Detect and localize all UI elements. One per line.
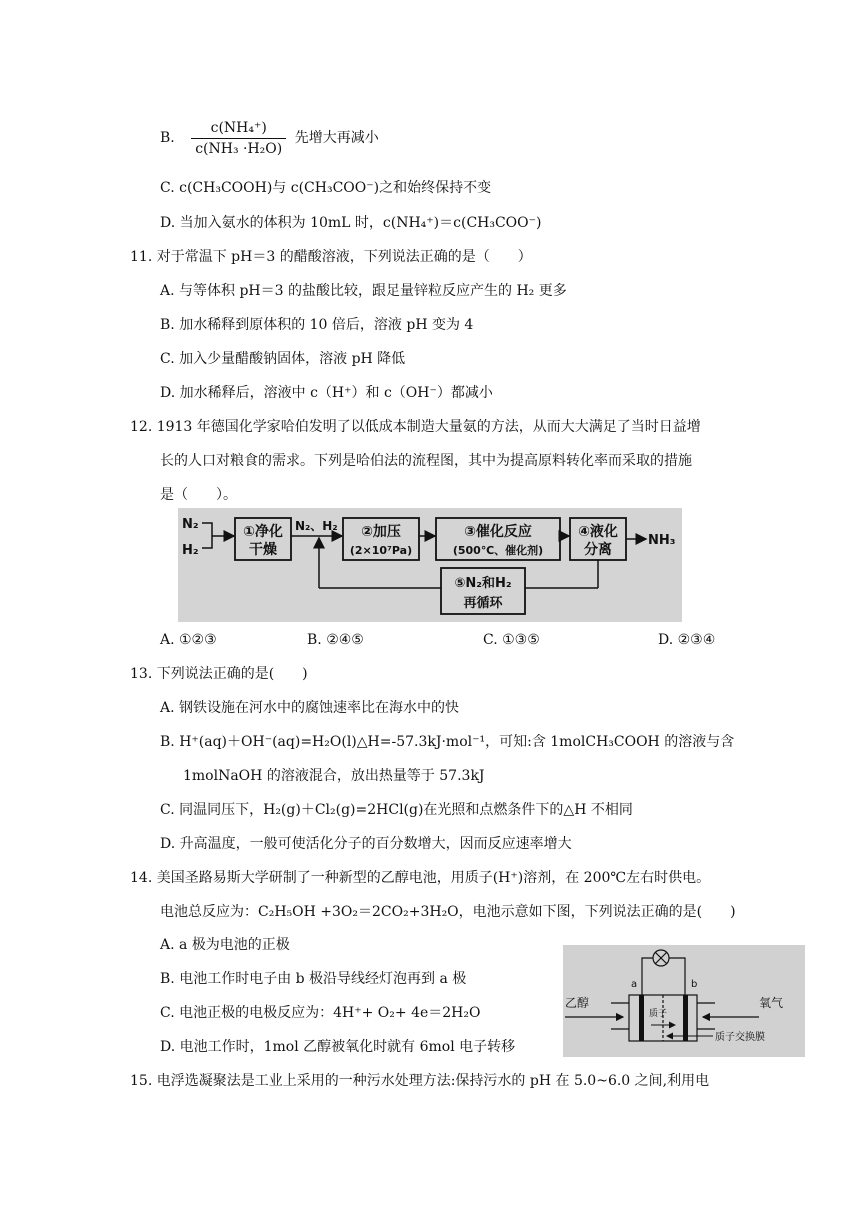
q12-stem-line3: 是（ ）。 [160,487,237,503]
electrode-b-label: b [691,979,698,990]
q13-option-a: A. 钢铁设施在河水中的腐蚀速率比在海水中的快 [160,700,460,716]
q13-option-b-line1: B. H⁺(aq)＋OH⁻(aq)=H₂O(l)△H=-57.3kJ·mol⁻¹，可知:含 1molCH₃COOH 的溶液与含 [160,734,735,750]
q13-option-b-line2: 1molNaOH 的溶液混合，放出热量等于 57.3kJ [183,768,485,784]
proton-label: 质子 [649,1009,668,1019]
q14-option-a: A. a 极为电池的正极 [160,937,290,953]
q11-stem: 11. 对于常温下 pH＝3 的醋酸溶液，下列说法正确的是（ ） [130,249,532,265]
q11-option-c: C. 加入少量醋酸钠固体，溶液 pH 降低 [160,351,406,367]
haber-flowchart-svg [178,508,682,622]
step3-line2: (500℃、催化剂) [452,544,544,557]
fuel-cell-svg [563,945,805,1057]
haber-process-flowchart [178,508,682,622]
oxygen-label: 氧气 [759,996,784,1010]
q10-fraction-numerator: c(NH₄⁺) [191,119,286,139]
q11-option-b: B. 加水稀释到原体积的 10 倍后，溶液 pH 变为 4 [160,317,474,333]
ethanol-fuel-cell-diagram [563,945,805,1057]
input-h2-label: H₂ [182,543,199,558]
step4-line1: ④液化 [578,524,618,540]
q10-option-c: C. c(CH₃COOH)与 c(CH₃COO⁻)之和始终保持不变 [160,180,492,196]
q14-option-d: D. 电池工作时，1mol 乙醇被氧化时就有 6mol 电子转移 [160,1039,516,1055]
q12-option-b: B. ②④⑤ [307,632,364,648]
step2-line1: ②加压 [361,524,401,540]
q13-option-c: C. 同温同压下，H₂(g)＋Cl₂(g)=2HCl(g)在光照和点燃条件下的△H 不相同 [160,802,633,818]
q14-stem-line1: 14. 美国圣路易斯大学研制了一种新型的乙醇电池，用质子(H⁺)溶剂，在 200℃左右时供电。 [130,870,711,886]
step4-line2: 分离 [584,542,612,558]
membrane-label: 质子交换膜 [715,1032,765,1043]
electrode-a-label: a [631,979,638,990]
q10-option-b [160,116,379,160]
q13-stem: 13. 下列说法正确的是( ) [130,666,308,682]
electrode-a [639,995,644,1041]
q14-stem-line2: 电池总反应为：C₂H₅OH +3O₂＝2CO₂+3H₂O，电池示意如下图，下列说法正确的是( ) [160,904,736,920]
q12-stem-line2: 长的人口对粮食的需求。下列是哈伯法的流程图，其中为提高原料转化率而采取的措施 [160,453,692,469]
step5-line2: 再循环 [463,596,503,611]
q13-option-d: D. 升高温度，一般可使活化分子的百分数增大，因而反应速率增大 [160,836,572,852]
step2-line2: (2×10⁷Pa) [349,544,413,557]
electrode-b [683,995,688,1041]
mid-n2-h2-label: N₂、H₂ [295,519,338,533]
q12-option-a: A. ①②③ [160,632,217,648]
step3-line1: ③催化反应 [464,524,532,540]
q10-option-d: D. 当加入氨水的体积为 10mL 时，c(NH₄⁺)＝c(CH₃COO⁻) [160,215,542,231]
q10-option-b-prefix: B. [160,130,175,146]
q15-stem: 15. 电浮选凝聚法是工业上采用的一种污水处理方法:保持污水的 pH 在 5.0~6.0 之间,利用电 [130,1073,710,1089]
q12-option-d: D. ②③④ [658,632,716,648]
input-n2-label: N₂ [182,517,199,532]
ethanol-label: 乙醇 [565,996,590,1010]
q14-option-b: B. 电池工作时电子由 b 极沿导线经灯泡再到 a 极 [160,971,467,987]
q12-option-c: C. ①③⑤ [483,632,540,648]
q10-fraction-denominator: c(NH₃ ·H₂O) [195,140,283,157]
q10-option-b-suffix: 先增大再减小 [294,130,379,146]
output-nh3-label: NH₃ [648,533,676,548]
step1-line2: 干燥 [249,542,277,558]
q11-option-d: D. 加水稀释后，溶液中 c（H⁺）和 c（OH⁻）都减小 [160,385,493,401]
q12-stem-line1: 12. 1913 年德国化学家哈伯发明了以低成本制造大量氨的方法，从而大大满足了当时日益增 [130,419,701,435]
step1-line1: ①净化 [243,524,283,540]
step5-line1: ⑤N₂和H₂ [454,576,512,591]
q14-option-c: C. 电池正极的电极反应为：4H⁺+ O₂+ 4e＝2H₂O [160,1005,481,1021]
q11-option-a: A. 与等体积 pH＝3 的盐酸比较，跟足量锌粒反应产生的 H₂ 更多 [160,283,567,299]
q10-fraction [191,119,286,158]
